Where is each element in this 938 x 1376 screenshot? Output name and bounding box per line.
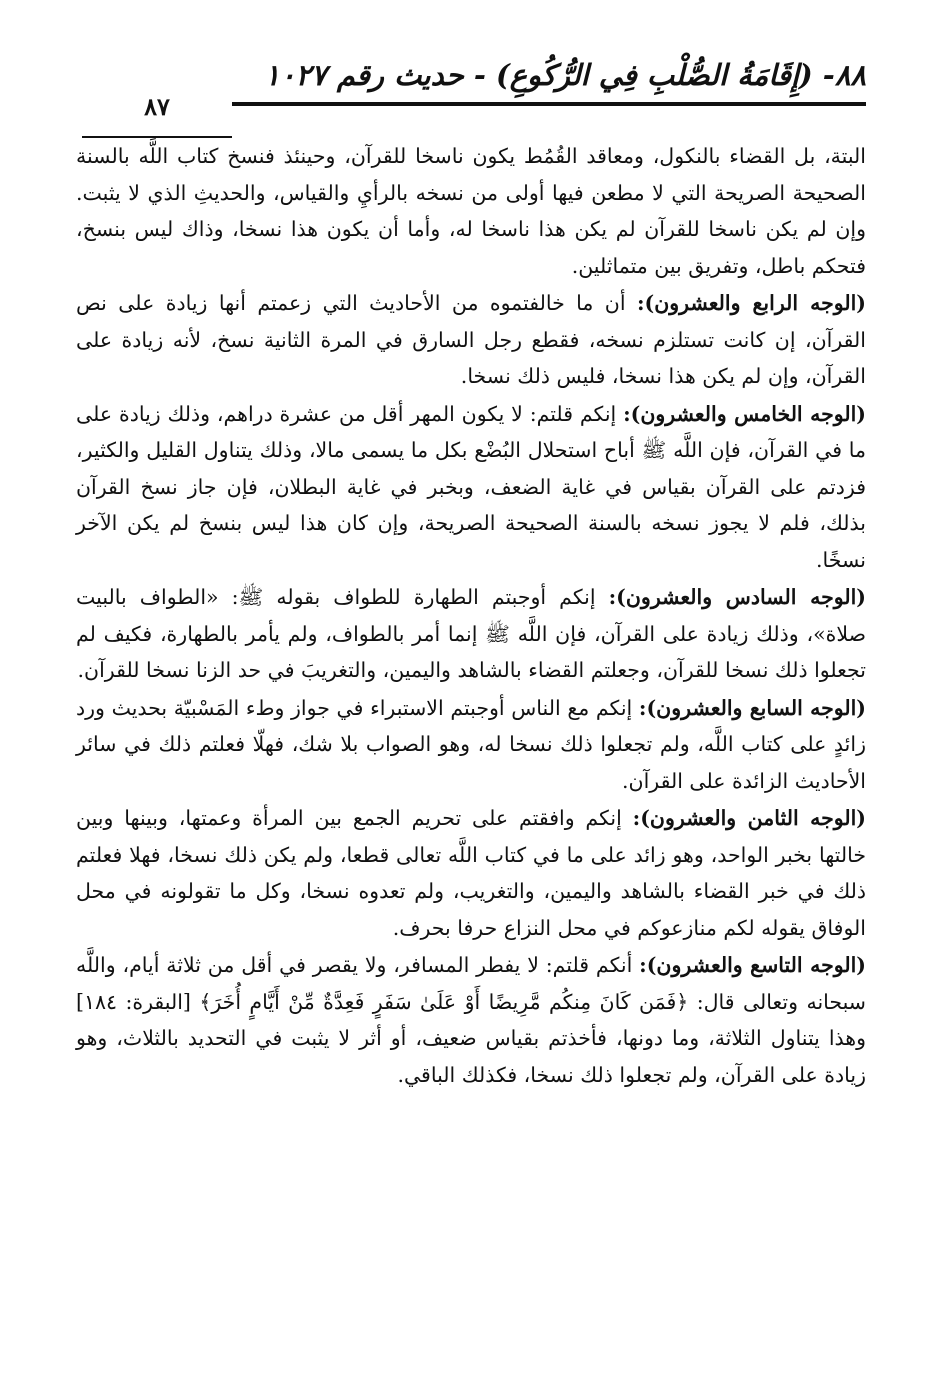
paragraph bbox=[76, 947, 866, 1093]
paragraph-text: إنكم قلتم: لا يكون المهر أقل من عشرة دراهم، وذلك زيادة على ما في القرآن، فإن اللَّه ﷺ أباح استحلال البُضْع بكل ما يسمى مالا، وذلك يتناول القليل والكثير، فزدتم على القرآن بقياس في غاية الضعف، وبخبر في غاية البطلان، فإن جاز نسخ القرآن بذلك، فلم لا يجوز نسخه بالسنة الصحيحة الصريحة، وإن كان هذا ليس بنسخ لم يكن الآخر نسخًا. bbox=[76, 401, 866, 572]
paragraph bbox=[76, 285, 866, 395]
running-head-title: ٨٨- (إِقَامَةُ الصُّلْبِ فِي الرُّكُوعِ) - حديث رقم ١٠٢٧ bbox=[264, 58, 866, 92]
paragraph bbox=[76, 579, 866, 689]
paragraph-text: إنكم أوجبتم الطهارة للطواف بقوله ﷺ: «الطواف بالبيت صلاة»، وذلك زيادة على القرآن، فإن اللَّه ﷺ إنما أمر بالطواف، ولم يأمر بالطهارة، فكيف لم تجعلوا ذلك نسخا للقرآن، وجعلتم القضاء بالشاهد واليمين، والتغريبَ في حد الزنا نسخا للقرآن. bbox=[76, 585, 866, 682]
paragraph-heading: (الوجه الثامن والعشرون): bbox=[632, 806, 866, 830]
paragraph-heading: (الوجه التاسع والعشرون): bbox=[639, 953, 866, 977]
body-text bbox=[76, 138, 866, 1093]
paragraph-heading: (الوجه السابع والعشرون): bbox=[638, 695, 866, 720]
page-header bbox=[82, 58, 866, 128]
paragraph-text: إنكم وافقتم على تحريم الجمع بين المرأة وعمتها، وبينها وبين خالتها بخبر الواحد، وهو زائد على ما في كتاب اللَّه تعالى قطعا، ولم يكن ذلك نسخا، فهلا فعلتم ذلك في خبر القضاء بالشاهد واليمين، والتغريب، ولم تعدوه نسخا، وكل ما تقولونه في محل الوفاق يقوله لكم منازعوكم في محل النزاع حرفا بحرف. bbox=[76, 806, 866, 940]
paragraph-heading: (الوجه الرابع والعشرون): bbox=[636, 291, 866, 315]
paragraph bbox=[76, 800, 866, 946]
paragraph-text: أن ما خالفتموه من الأحاديث التي زعمتم أنها زيادة على نص القرآن، إن كانت تستلزم نسخه، فقطع رجل السارق في المرة الثانية نسخ، لأنه زيادة على القرآن، وإن لم يكن هذا نسخا، فليس ذلك نسخا. bbox=[76, 291, 866, 388]
paragraph-heading: (الوجه السادس والعشرون): bbox=[608, 585, 866, 609]
page-number-box bbox=[82, 90, 232, 122]
paragraph-text: البتة، بل القضاء بالنكول، ومعاقد القُمُط يكون ناسخا للقرآن، وحينئذ فنسخ كتاب اللَّه بالسنة الصحيحة الصريحة التي لا مطعن فيها أولى من نسخه بالرأيِ والقياس، والحديثِ الذي لا يثبت. وإن لم يكن ناسخا للقرآن لم يكن هذا ناسخا له، وأما أن يكون هذا نسخا، وذاك ليس بنسخ، فتحكم باطل، وتفريق بين متماثلين. bbox=[76, 144, 866, 278]
paragraph bbox=[76, 396, 866, 579]
paragraph-text: إنكم مع الناس أوجبتم الاستبراء في جواز وطء المَسْبيّة بحديث ورد زائدٍ على كتاب اللَّه، ولم تجعلوا ذلك نسخا له، وهو الصواب بلا شك، فهلّا فعلتم ذلك في سائر الأحاديث الزائدة على القرآن. bbox=[76, 695, 866, 793]
page-number: ٨٧ bbox=[132, 92, 182, 121]
paragraph-text: أنكم قلتم: لا يفطر المسافر، ولا يقصر في أقل من ثلاثة أيام، واللَّه سبحانه وتعالى قال: ﴿فَمَن كَانَ مِنكُم مَّرِيضًا أَوْ عَلَىٰ سَفَرٍ فَعِدَّةٌ مِّنْ أَيَّامٍ أُخَرَ﴾ [البقرة: ١٨٤] وهذا يتناول الثلاثة، وما دونها، فأخذتم بقياس ضعيف، أو أثر لا يثبت في التحديد بالثلاث، وهو زيادة على القرآن، ولم تجعلوا ذلك نسخا، فكذلك الباقي. bbox=[76, 953, 866, 1087]
paragraph bbox=[76, 138, 866, 284]
paragraph-heading: (الوجه الخامس والعشرون): bbox=[623, 401, 866, 426]
paragraph bbox=[76, 690, 866, 800]
